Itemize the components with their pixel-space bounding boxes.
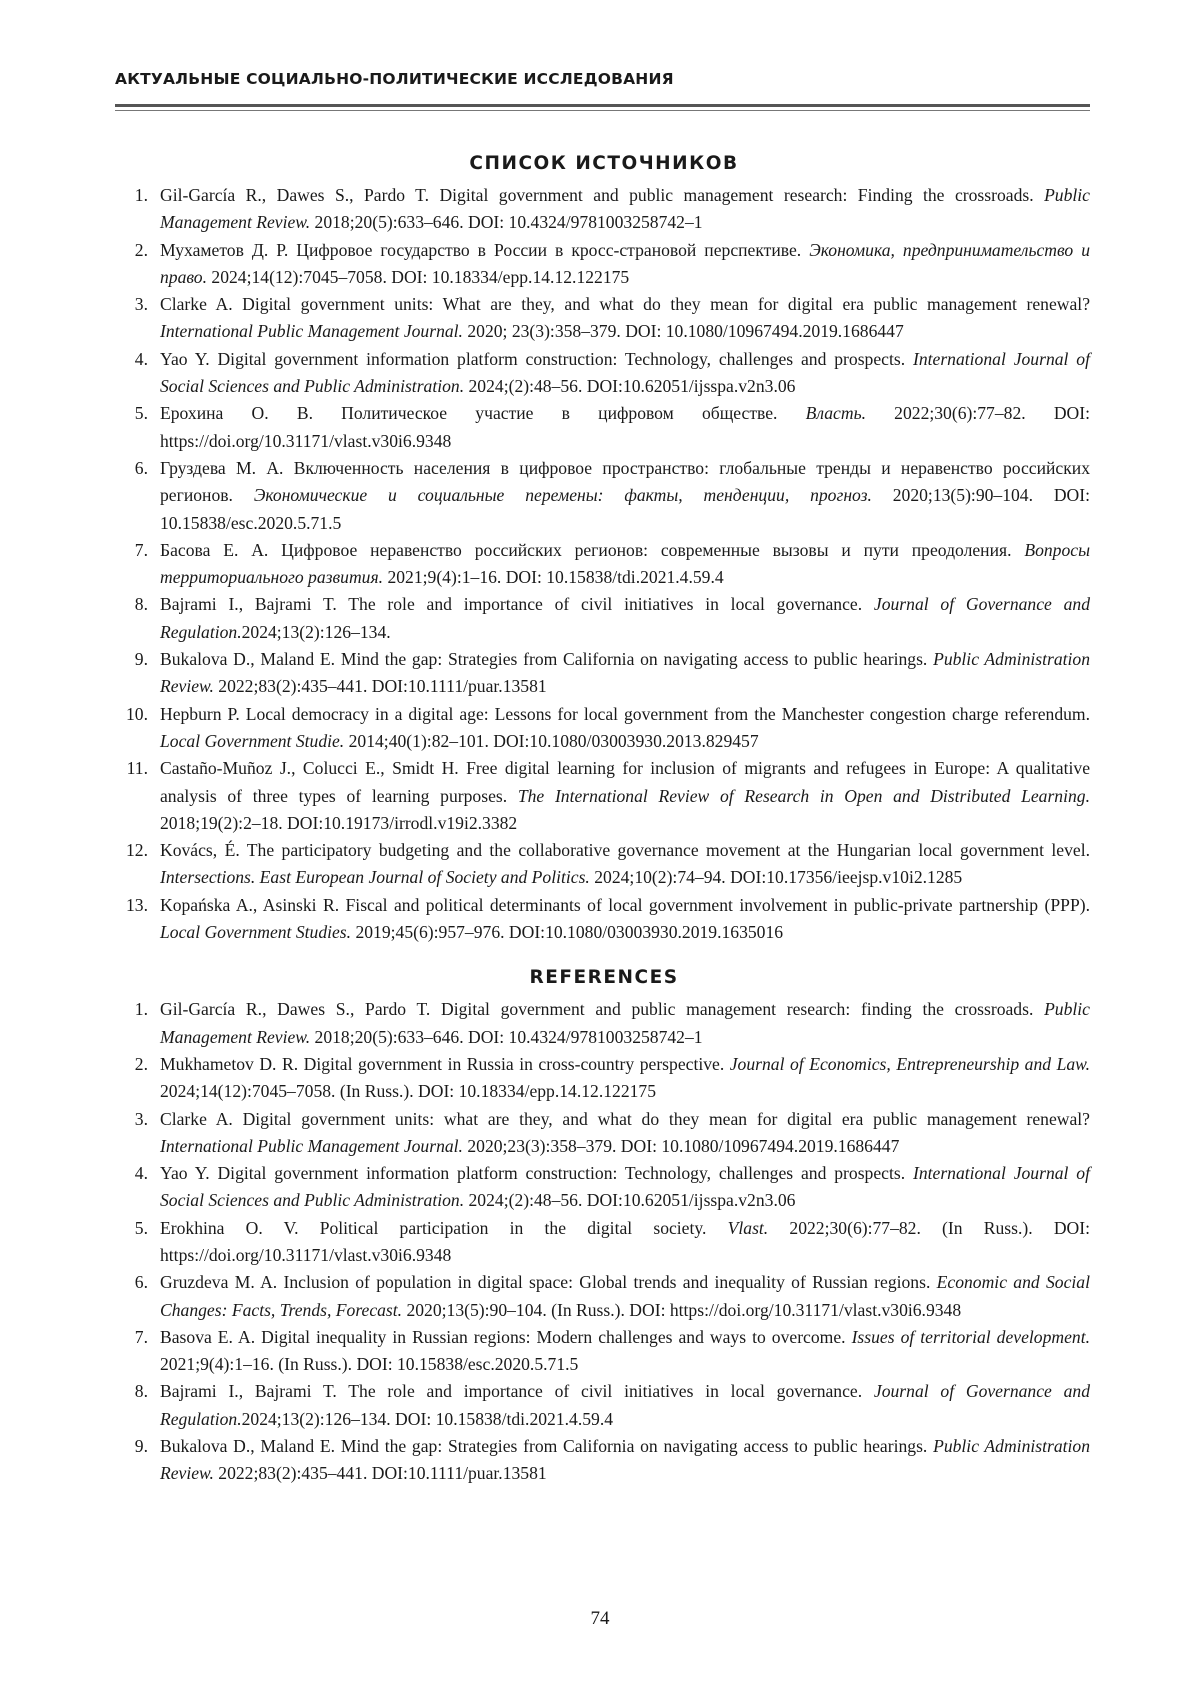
reference-text: Kovács, É. The participatory budgeting and the collaborative governance movement at the Hungarian local government level. <box>160 840 1090 861</box>
reference-item <box>118 455 1090 537</box>
reference-details: 2021;9(4):1–16. (In Russ.). DOI: 10.15838/esc.2020.5.71.5 <box>160 1354 579 1375</box>
sources-title: СПИСОК ИСТОЧНИКОВ <box>469 153 739 174</box>
reference-item <box>118 1051 1090 1106</box>
reference-item <box>118 1269 1090 1324</box>
reference-item <box>118 1433 1090 1488</box>
reference-journal: Public Management Review. <box>160 185 1090 233</box>
reference-number: 2. <box>134 239 148 260</box>
reference-details: 2022;83(2):435–441. DOI:10.1111/puar.13581 <box>213 676 547 697</box>
reference-journal: Intersections. East European Journal of Society and Politics. <box>160 867 590 888</box>
reference-journal: Власть. <box>805 403 866 424</box>
reference-number: 5. <box>134 403 148 424</box>
reference-text: Ерохина О. В. Политическое участие в цифровом обществе. <box>160 403 806 424</box>
reference-number: 10. <box>126 703 148 724</box>
reference-number: 12. <box>126 840 148 861</box>
reference-journal: Vlast. <box>727 1217 769 1238</box>
reference-number: 7. <box>134 1326 148 1347</box>
reference-details: 2024;13(2):126–134. <box>241 621 391 642</box>
reference-number: 3. <box>134 294 148 315</box>
reference-text: Bajrami I., Bajrami T. The role and importance of civil initiatives in local governance. <box>160 1381 874 1402</box>
reference-details: 2024;10(2):74–94. DOI:10.17356/ieejsp.v10i2.1285 <box>589 867 963 888</box>
reference-details: 2024;13(2):126–134. DOI: 10.15838/tdi.2021.4.59.4 <box>241 1408 614 1429</box>
reference-journal: Issues of territorial development. <box>851 1326 1090 1347</box>
reference-text: Erokhina O. V. Political participation in the digital society. <box>160 1217 728 1238</box>
reference-details: 2021;9(4):1–16. DOI: 10.15838/tdi.2021.4.59.4 <box>383 567 724 588</box>
reference-number: 8. <box>134 594 148 615</box>
reference-journal: Local Government Studie. <box>160 730 345 751</box>
reference-number: 1. <box>134 999 148 1020</box>
reference-journal: Economic and Social Changes: Facts, Trends, Forecast. <box>160 1272 1090 1320</box>
references-title: REFERENCES <box>529 967 679 989</box>
reference-text: Basova E. A. Digital inequality in Russian regions: Modern challenges and ways to overcome. <box>160 1326 852 1347</box>
header-rule-thin <box>115 110 1090 111</box>
reference-number: 5. <box>134 1217 148 1238</box>
reference-text: Hepburn P. Local democracy in a digital age: Lessons for local government from the Manchester congestion charge referendum. <box>160 703 1090 724</box>
reference-item <box>118 291 1090 346</box>
reference-details: 2020;13(5):90–104. (In Russ.). DOI: https://doi.org/10.31171/vlast.v30i6.9348 <box>402 1299 962 1320</box>
reference-number: 11. <box>126 758 148 779</box>
reference-journal: The International Review of Research in Open and Distributed Learning. <box>517 785 1090 806</box>
reference-item <box>118 182 1090 237</box>
reference-text: Мухаметов Д. Р. Цифровое государство в России в кросс-страновой перспективе. <box>160 239 810 260</box>
reference-text: Clarke A. Digital government units: what are they, and what do they mean for digital era public management renewal? <box>160 1108 1090 1129</box>
reference-journal: Journal of Governance and Regulation. <box>160 1381 1090 1429</box>
reference-details: 2022;30(6):77–82. DOI: https://doi.org/10.31171/vlast.v30i6.9348 <box>160 403 1090 451</box>
reference-details: 2022;83(2):435–441. DOI:10.1111/puar.13581 <box>213 1463 547 1484</box>
reference-number: 4. <box>134 348 148 369</box>
reference-item <box>118 1378 1090 1433</box>
reference-item <box>118 646 1090 701</box>
reference-details: 2018;19(2):2–18. DOI:10.19173/irrodl.v19i2.3382 <box>160 812 518 833</box>
reference-details: 2020;23(3):358–379. DOI: 10.1080/10967494.2019.1686447 <box>462 1135 900 1156</box>
reference-journal: International Journal of Social Sciences and Public Administration. <box>160 348 1090 397</box>
reference-number: 3. <box>134 1108 148 1129</box>
reference-number: 4. <box>134 1163 148 1184</box>
reference-details: 2018;20(5):633–646. DOI: 10.4324/9781003258742–1 <box>310 212 703 233</box>
sources-list <box>118 182 1090 946</box>
reference-item <box>118 996 1090 1051</box>
reference-text: Clarke A. Digital government units: What are they, and what do they mean for digital era public management renewal? <box>160 294 1090 315</box>
reference-journal: Public Management Review. <box>160 999 1090 1047</box>
reference-number: 6. <box>134 457 148 478</box>
reference-item <box>118 591 1090 646</box>
reference-text: Yao Y. Digital government information platform construction: Technology, challenges and prospects. <box>160 1163 913 1184</box>
reference-number: 6. <box>134 1272 148 1293</box>
reference-number: 1. <box>134 185 148 205</box>
reference-number: 9. <box>134 1436 148 1457</box>
reference-item <box>118 237 1090 292</box>
reference-item <box>118 1324 1090 1379</box>
header-rule-thick <box>115 104 1090 107</box>
reference-number: 7. <box>134 539 148 560</box>
page-content <box>118 152 1090 1488</box>
reference-journal: Вопросы территориального развития. <box>160 539 1090 588</box>
reference-text: Gruzdeva M. A. Inclusion of population in digital space: Global trends and inequality of Russian regions. <box>160 1272 937 1293</box>
reference-item <box>118 755 1090 837</box>
page-number: 74 <box>590 1608 610 1629</box>
reference-details: 2020;13(5):90–104. DOI: 10.15838/esc.2020.5.71.5 <box>160 485 1091 533</box>
reference-details: 2024;(2):48–56. DOI:10.62051/ijsspa.v2n3.06 <box>464 1190 796 1211</box>
reference-item <box>118 1106 1090 1161</box>
reference-journal: Экономические и социальные перемены: факты, тенденции, прогноз. <box>253 485 872 506</box>
reference-journal: Journal of Economics, Entrepreneurship and Law. <box>729 1053 1090 1074</box>
reference-journal: Public Administration Review. <box>160 1436 1091 1484</box>
reference-text: Gil-García R., Dawes S., Pardo T. Digital government and public management research: finding the crossroads. <box>160 999 1045 1020</box>
reference-details: 2018;20(5):633–646. DOI: 10.4324/9781003258742–1 <box>310 1026 703 1047</box>
reference-details: 2024;14(12):7045–7058. (In Russ.). DOI: 10.18334/epp.14.12.122175 <box>160 1081 657 1102</box>
reference-text: Груздева М. А. Включенность населения в цифровое пространство: глобальные тренды и неравенство российских регионов. <box>160 457 1090 506</box>
reference-text: Gil-García R., Dawes S., Pardo T. Digital government and public management research: Finding the crossroads. <box>160 185 1045 205</box>
reference-journal: International Public Management Journal. <box>160 1135 463 1156</box>
reference-item <box>118 346 1090 401</box>
reference-journal: Экономика, предпринимательство и право. <box>160 239 1090 287</box>
reference-journal: International Journal of Social Sciences and Public Administration. <box>160 1163 1090 1211</box>
reference-item <box>118 892 1090 947</box>
reference-text: Mukhametov D. R. Digital government in Russia in cross-country perspective. <box>160 1053 730 1074</box>
reference-number: 2. <box>134 1053 148 1074</box>
reference-details: 2014;40(1):82–101. DOI:10.1080/03003930.2013.829457 <box>344 730 759 751</box>
reference-item <box>118 701 1090 756</box>
running-header: АКТУАЛЬНЫЕ СОЦИАЛЬНО-ПОЛИТИЧЕСКИЕ ИССЛЕДОВАНИЯ <box>115 70 674 88</box>
reference-item <box>118 1215 1090 1270</box>
reference-text: Castaño-Muñoz J., Colucci E., Smidt H. Free digital learning for inclusion of migrants and refugees in Europe: A qualitative analysis of three types of learning purposes. <box>160 758 1090 806</box>
reference-journal: Journal of Governance and Regulation. <box>160 594 1090 642</box>
reference-text: Bukalova D., Maland E. Mind the gap: Strategies from California on navigating access to public hearings. <box>160 649 934 670</box>
reference-details: 2024;(2):48–56. DOI:10.62051/ijsspa.v2n3.06 <box>464 376 796 397</box>
reference-text: Bajrami I., Bajrami T. The role and importance of civil initiatives in local governance. <box>160 594 874 615</box>
reference-details: 2020; 23(3):358–379. DOI: 10.1080/10967494.2019.1686447 <box>462 321 904 342</box>
reference-journal: Local Government Studies. <box>160 922 352 943</box>
reference-text: Басова Е. А. Цифровое неравенство российских регионов: современные вызовы и пути преодоления. <box>160 539 1025 560</box>
reference-item <box>118 400 1090 455</box>
reference-text: Kopańska A., Asinski R. Fiscal and political determinants of local government involvement in public-private partnership (PPP). <box>160 894 1090 915</box>
reference-number: 13. <box>126 894 148 915</box>
reference-item <box>118 537 1090 592</box>
reference-details: 2019;45(6):957–976. DOI:10.1080/03003930.2019.1635016 <box>351 922 784 943</box>
reference-text: Bukalova D., Maland E. Mind the gap: Strategies from California on navigating access to public hearings. <box>160 1436 934 1457</box>
references-list <box>118 996 1090 1487</box>
reference-journal: Public Administration Review. <box>160 649 1091 697</box>
reference-number: 9. <box>134 649 148 670</box>
reference-journal: International Public Management Journal. <box>160 321 463 342</box>
reference-number: 8. <box>134 1381 148 1402</box>
reference-details: 2024;14(12):7045–7058. DOI: 10.18334/epp.14.12.122175 <box>207 266 630 287</box>
reference-item <box>118 837 1090 892</box>
reference-item <box>118 1160 1090 1215</box>
reference-details: 2022;30(6):77–82. (In Russ.). DOI: https://doi.org/10.31171/vlast.v30i6.9348 <box>160 1217 1090 1265</box>
reference-text: Yao Y. Digital government information platform construction: Technology, challenges and prospects. <box>160 348 913 369</box>
